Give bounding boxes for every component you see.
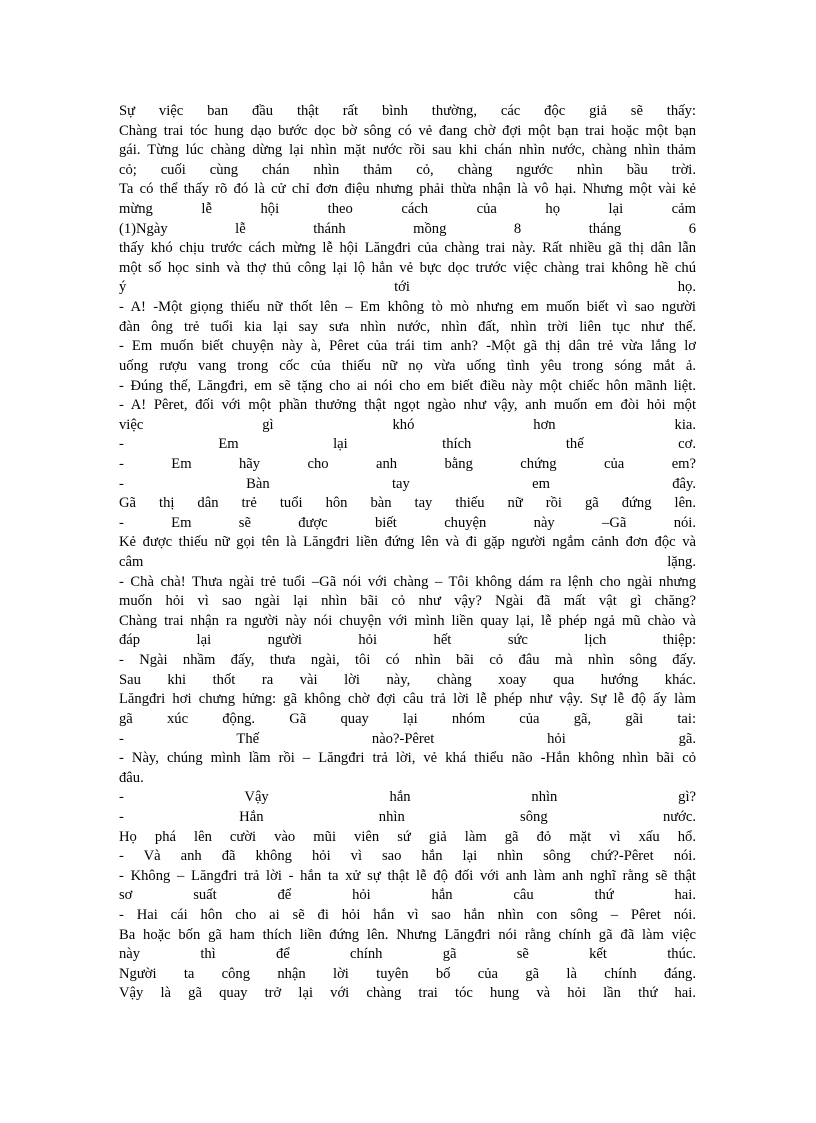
text-line: Chàng trai tóc hung dạo bước dọc bờ sông có vẻ đang chờ đợi một bạn trai hoặc một bạn <box>119 122 696 139</box>
text-line: - A! -Một giọng thiếu nữ thốt lên – Em không tò mò nhưng em muốn biết vì sao người <box>119 299 696 316</box>
text-line: Người ta công nhận lời tuyên bố của gã là chính đáng. <box>119 965 696 982</box>
text-line: Lăngđri hơi chưng hửng: gã không chờ đợi câu trả lời lễ phép như vậy. Sự lễ độ ấy làm <box>119 691 696 708</box>
text-line: một số học sinh và thợ thủ công lại lộ hẳn vẻ bực dọc trước việc chàng trai không hề chú <box>119 259 696 276</box>
footnote-line: (1)Ngày lễ thánh mồng 8 tháng 6 <box>119 220 696 237</box>
text-line: cỏ; cuối cùng chán nhìn thảm cỏ, chàng ngước nhìn bầu trời. <box>119 161 696 178</box>
text-line: câm lặng. <box>119 554 696 571</box>
text-line: thấy khó chịu trước cách mừng lễ hội Lăngđri của chàng trai này. Rất nhiều gã thị dân lẫn <box>119 240 696 257</box>
text-line: này thì để chính gã sẽ kết thúc. <box>119 946 696 963</box>
text-line: ý tới họ. <box>119 279 696 296</box>
text-line: đâu. <box>119 769 144 786</box>
text-line: - Đúng thế, Lăngđri, em sẽ tặng cho ai nói cho em biết điều này một chiếc hôn mãnh liệt. <box>119 377 696 394</box>
text-line: Họ phá lên cười vào mũi viên sứ giả làm gã đỏ mặt vì xấu hổ. <box>119 828 696 845</box>
text-line: - Em sẽ được biết chuyện này –Gã nói. <box>119 514 696 531</box>
text-line: gã xúc động. Gã quay lại nhóm của gã, gãi tai: <box>119 710 696 727</box>
text-line: - Vậy hắn nhìn gì? <box>119 789 696 806</box>
text-line: Vậy là gã quay trở lại với chàng trai tóc hung và hỏi lần thứ hai. <box>119 985 696 1002</box>
text-line: đáp lại người hỏi hết sức lịch thiệp: <box>119 632 696 649</box>
text-line: muốn hỏi vì sao ngài lại nhìn bãi cỏ như vậy? Ngài đã mất vật gì chăng? <box>119 593 696 610</box>
text-line: mừng lễ hội theo cách của họ lại cảm <box>119 201 696 218</box>
text-line: - Này, chúng mình lầm rồi – Lăngđri trả lời, vẻ khá thiểu não -Hắn không nhìn bãi cỏ <box>119 750 696 767</box>
text-line: - Hai cái hôn cho ai sẽ đi hỏi hắn vì sao hắn nhìn con sông – Pêret nói. <box>119 906 696 923</box>
text-line: Ta có thể thấy rõ đó là cử chỉ đơn điệu nhưng phải thừa nhận là vô hại. Nhưng một vài kẻ <box>119 181 696 198</box>
text-line: sơ suất để hỏi hắn câu thứ hai. <box>119 887 696 904</box>
text-line: đàn ông trẻ tuổi kia lại say sưa nhìn nước, nhìn đất, nhìn trời liên tục như thế. <box>119 318 696 335</box>
text-line: Sau khi thốt ra vài lời này, chàng xoay qua hướng khác. <box>119 671 696 688</box>
text-line: Kẻ được thiếu nữ gọi tên là Lăngđri liền đứng lên và đi gặp người ngắm cảnh đơn độc và <box>119 534 696 551</box>
text-line: - Hắn nhìn sông nước. <box>119 808 696 825</box>
text-line: - Ngài nhầm đấy, thưa ngài, tôi có nhìn bãi cỏ đâu mà nhìn sông đấy. <box>119 652 696 669</box>
text-line: Gã thị dân trẻ tuổi hôn bàn tay thiếu nữ rồi gã đứng lên. <box>119 495 696 512</box>
text-line: - Bàn tay em đây. <box>119 475 696 492</box>
text-line: uống rượu vang trong cốc của thiếu nữ nọ vừa uống tình yêu trong sóng mắt ả. <box>119 357 696 374</box>
text-line: - Em muốn biết chuyện này à, Pêret của trái tim anh? -Một gã thị dân trẻ vừa lắng lơ <box>119 338 696 355</box>
text-line: - Thế nào?-Pêret hỏi gã. <box>119 730 696 747</box>
text-line: việc gì khó hơn kia. <box>119 416 696 433</box>
text-line: - A! Pêret, đối với một phần thưởng thật ngọt ngào như vậy, anh muốn em đòi hỏi một <box>119 397 696 414</box>
text-line: - Không – Lăngđri trả lời - hắn ta xử sự thật lễ độ đối với anh làm anh nghĩ rằng sẽ thật <box>119 867 696 884</box>
text-line: gái. Từng lúc chàng dừng lại nhìn mặt nước rồi sau khi chán nhìn nước, chàng nhìn thảm <box>119 142 696 159</box>
text-line: Chàng trai nhận ra người này nói chuyện với mình liền quay lại, lễ phép ngả mũ chào và <box>119 612 696 629</box>
story-text <box>119 102 696 1004</box>
text-line: - Em lại thích thế cơ. <box>119 436 696 453</box>
text-line: - Chà chà! Thưa ngài trẻ tuổi –Gã nói với chàng – Tôi không dám ra lệnh cho ngài nhưng <box>119 573 696 590</box>
text-line: Sự việc ban đầu thật rất bình thường, các độc giả sẽ thấy: <box>119 103 696 119</box>
text-line: Ba hoặc bốn gã ham thích liền đứng lên. Nhưng Lăngđri nói rằng chính gã đã làm việc <box>119 926 696 943</box>
text-line: - Và anh đã không hỏi vì sao hắn lại nhìn sông chứ?-Pêret nói. <box>119 848 696 865</box>
text-line: - Em hãy cho anh bằng chứng của em? <box>119 455 696 472</box>
